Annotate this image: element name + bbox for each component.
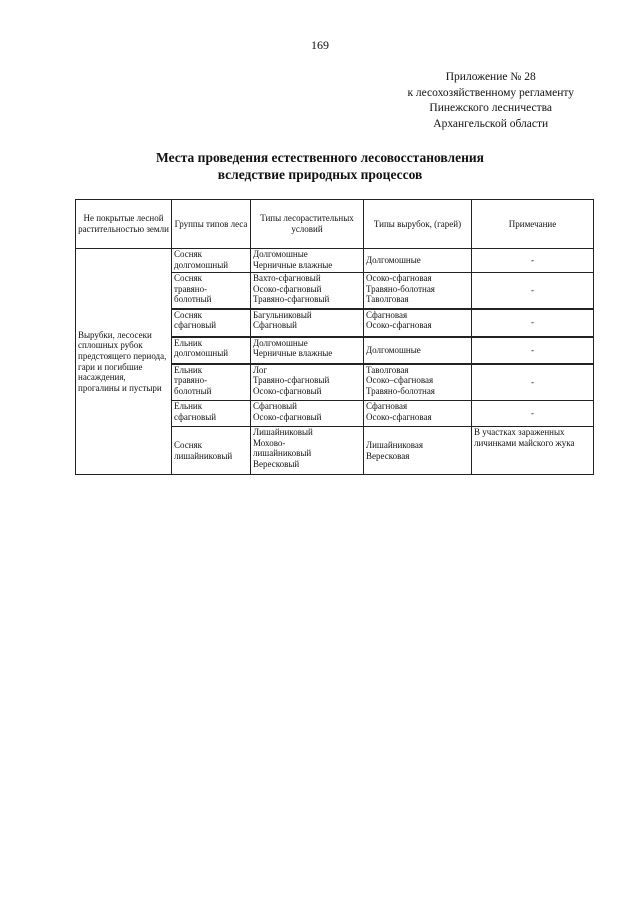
header-forest-groups: Группы типов леса — [172, 200, 251, 249]
note-cell: - — [472, 273, 594, 309]
group-cell: Сосняк лишайниковый — [172, 427, 251, 475]
appendix-line: Приложение № 28 — [445, 71, 536, 83]
appendix-line: Архангельской области — [433, 117, 549, 130]
table-header-row — [76, 200, 594, 249]
cuttings-cell: Таволговая Осоко–сфагновая Травяно-болотная — [364, 364, 472, 401]
conditions-cell: Вахто-сфагновый Осоко-сфагновый Травяно-сфагновый — [251, 273, 364, 309]
note-cell: - — [472, 249, 594, 273]
cuttings-cell: Долгомошные — [364, 249, 472, 273]
land-category-cell: Вырубки, лесосеки сплошных рубок предстоящего периода, гари и погибшие насаждения, прогалины и пустыри — [76, 249, 172, 475]
note-cell: - — [472, 401, 594, 427]
note-cell: - — [472, 337, 594, 364]
group-cell: Сосняк долгомошный — [172, 249, 251, 273]
cuttings-cell: Долгомошные — [364, 337, 472, 364]
title-line: Места проведения естественного лесовосстановления — [156, 150, 484, 165]
note-cell: - — [472, 364, 594, 401]
conditions-cell: Лишайниковый Мохово- лишайниковый Вересковый — [251, 427, 364, 475]
group-cell: Ельник долгомошный — [172, 337, 251, 364]
group-cell: Сосняк сфагновый — [172, 309, 251, 337]
cuttings-cell: Сфагновая Осоко-сфагновая — [364, 401, 472, 427]
header-cutting-types: Типы вырубок, (гарей) — [364, 200, 472, 249]
table-row — [76, 249, 594, 273]
note-cell: В участках зараженных личинками майского жука — [472, 427, 594, 475]
conditions-cell: Долгомошные Черничные влажные — [251, 337, 364, 364]
conditions-cell: Сфагновый Осоко-сфагновый — [251, 401, 364, 427]
header-land: Не покрытые лесной растительностью земли — [76, 200, 172, 249]
cuttings-cell: Сфагновая Осоко-сфагновая — [364, 309, 472, 337]
title-line: вследствие природных процессов — [217, 167, 423, 182]
cuttings-cell: Лишайниковая Вересковая — [364, 427, 472, 475]
appendix-line: к лесохозяйственному регламенту — [407, 86, 574, 99]
page-number: 169 — [311, 38, 329, 52]
group-cell: Ельник травяно- болотный — [172, 364, 251, 401]
reforestation-table — [75, 199, 594, 475]
cuttings-cell: Осоко-сфагновая Травяно-болотная Таволговая — [364, 273, 472, 309]
document-title — [0, 149, 640, 183]
header-note: Примечание — [472, 200, 594, 249]
note-cell: - — [472, 309, 594, 337]
appendix-reference — [407, 70, 574, 132]
header-growing-conditions: Типы лесорастительных условий — [251, 200, 364, 249]
conditions-cell: Багульниковый Сфагновый — [251, 309, 364, 337]
appendix-line: Пинежского лесничества — [429, 102, 553, 114]
conditions-cell: Долгомошные Черничные влажные — [251, 249, 364, 273]
group-cell: Сосняк травяно- болотный — [172, 273, 251, 309]
conditions-cell: Лог Травяно-сфагновый Осоко-сфагновый — [251, 364, 364, 401]
group-cell: Ельник сфагновый — [172, 401, 251, 427]
